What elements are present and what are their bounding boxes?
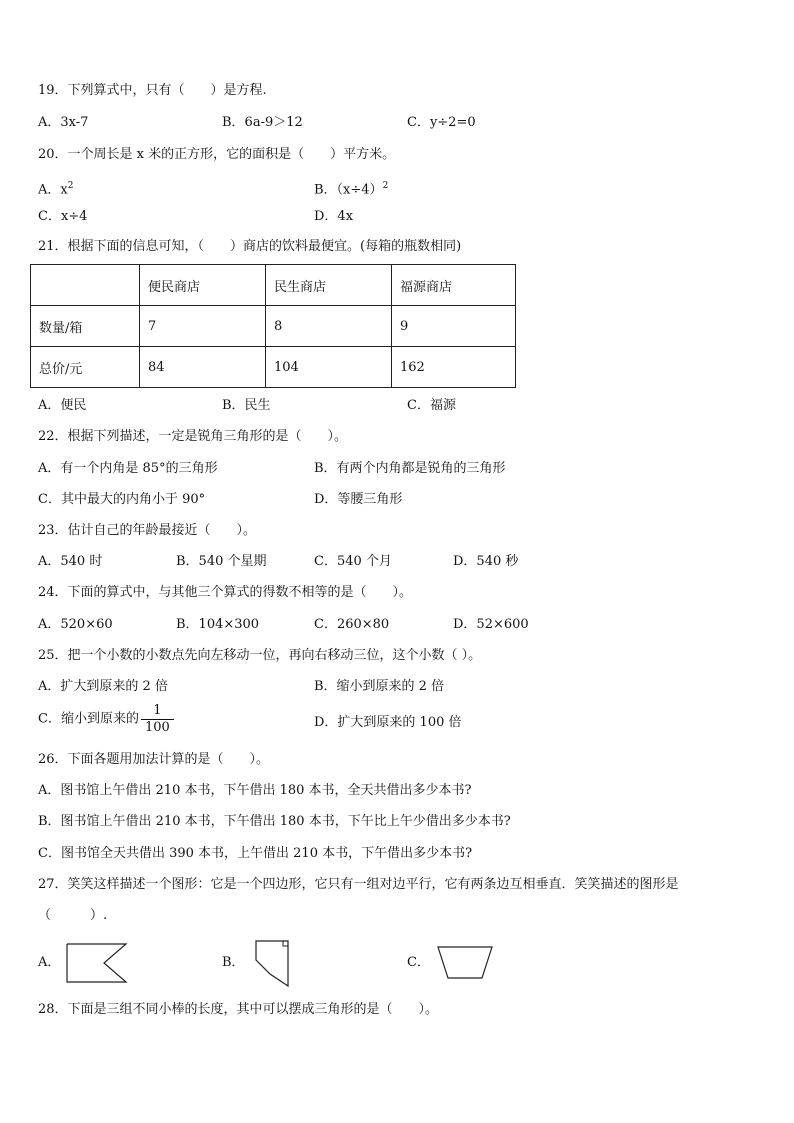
q25-stem: 25．把一个小数的小数点先向左移动一位，再向右移动三位，这个小数（ ）。 <box>38 648 482 663</box>
q21-option-a: A．便民 <box>38 398 87 413</box>
q27-option-c: C． <box>407 955 430 970</box>
q24-option-b: B．104×300 <box>176 617 260 632</box>
q27-stem: 27．笑笑这样描述一个图形：它是一个四边形，它只有一组对边平行，它有两条边互相垂直．笑笑描述的图形是 <box>38 877 679 892</box>
q22-stem: 22．根据下列描述，一定是锐角三角形的是（ ）。 <box>38 429 348 444</box>
q24-option-a: A．520×60 <box>38 617 113 632</box>
q20-option-a: A．$x^2$ <box>38 181 74 198</box>
q27-stem-continued: （ ）. <box>38 908 108 923</box>
q26-stem: 26．下面各题用加法计算的是（ ）。 <box>38 752 270 767</box>
q23-option-b: B．540 个星期 <box>176 554 267 569</box>
q20-option-b: B．$(x\div 4)^2$ <box>314 181 389 198</box>
q24-option-d: D．52×600 <box>453 617 529 632</box>
q23-option-a: A．540 时 <box>38 554 103 569</box>
table-cell: 84 <box>140 347 266 388</box>
q25-option-d: D．扩大到原来的 100 倍 <box>314 715 462 730</box>
q19-option-b: B．6a-9＞12 <box>222 115 303 130</box>
q22-option-c: C．其中最大的内角小于 90° <box>38 492 206 507</box>
table-cell: 便民商店 <box>140 265 266 306</box>
table-cell: 福源商店 <box>392 265 516 306</box>
q21-stem: 21．根据下面的信息可知，（ ）商店的饮料最便宜。(每箱的瓶数相同) <box>38 239 462 254</box>
pentagon-shape-a <box>64 940 130 986</box>
fraction: $\frac{1}{100}$ <box>141 703 174 736</box>
q26-option-a: A．图书馆上午借出 210 本书，下午借出 180 本书，全天共借出多少本书? <box>38 783 472 798</box>
q21-option-c: C．福源 <box>407 398 456 413</box>
q25-option-c: C．缩小到原来的 $\frac{1}{100}$ <box>38 703 174 736</box>
q22-option-a: A．有一个内角是 85°的三角形 <box>38 461 218 476</box>
q21-option-b: B．民生 <box>222 398 271 413</box>
table-cell: 8 <box>266 306 392 347</box>
table-cell: 162 <box>392 347 516 388</box>
q19-option-c: C．y÷2=0 <box>407 115 476 130</box>
q26-option-b: B．图书馆上午借出 210 本书，下午借出 180 本书，下午比上午少借出多少本书? <box>38 814 511 829</box>
table-cell: 民生商店 <box>266 265 392 306</box>
table-cell: 104 <box>266 347 392 388</box>
table-header-row <box>31 265 516 306</box>
table-cell: 7 <box>140 306 266 347</box>
q22-option-d: D．等腰三角形 <box>314 492 403 507</box>
table-cell: 9 <box>392 306 516 347</box>
table-cell: 数量/箱 <box>31 306 140 347</box>
trapezoid-shape-c <box>436 944 496 982</box>
q23-option-d: D．540 秒 <box>453 554 519 569</box>
q20-stem: 20．一个周长是 x 米的正方形，它的面积是（ ）平方米。 <box>38 147 396 162</box>
q23-option-c: C．540 个月 <box>314 554 392 569</box>
q25-option-a: A．扩大到原来的 2 倍 <box>38 679 168 694</box>
q19-option-a: A．3x-7 <box>38 115 89 130</box>
q24-stem: 24．下面的算式中，与其他三个算式的得数不相等的是（ ）。 <box>38 585 413 600</box>
table-row <box>31 306 516 347</box>
pentagon-shape-b <box>252 938 292 990</box>
q22-option-b: B．有两个内角都是锐角的三角形 <box>314 461 506 476</box>
q19-stem: 19．下列算式中，只有（ ）是方程. <box>38 83 267 98</box>
q27-option-b: B． <box>222 955 245 970</box>
table-cell: 总价/元 <box>31 347 140 388</box>
q23-stem: 23．估计自己的年龄最接近（ ）。 <box>38 523 257 538</box>
table-cell <box>31 265 140 306</box>
q26-option-c: C．图书馆全天共借出 390 本书，上午借出 210 本书，下午借出多少本书? <box>38 846 473 861</box>
q28-stem: 28．下面是三组不同小棒的长度，其中可以摆成三角形的是（ ）。 <box>38 1002 439 1017</box>
table-row <box>31 347 516 388</box>
q20-option-d: D．4x <box>314 209 354 224</box>
q25-option-b: B．缩小到原来的 2 倍 <box>314 679 445 694</box>
q24-option-c: C．260×80 <box>314 617 390 632</box>
price-table <box>30 264 516 388</box>
q20-option-c: C．x÷4 <box>38 209 88 224</box>
q27-option-a: A． <box>38 955 61 970</box>
